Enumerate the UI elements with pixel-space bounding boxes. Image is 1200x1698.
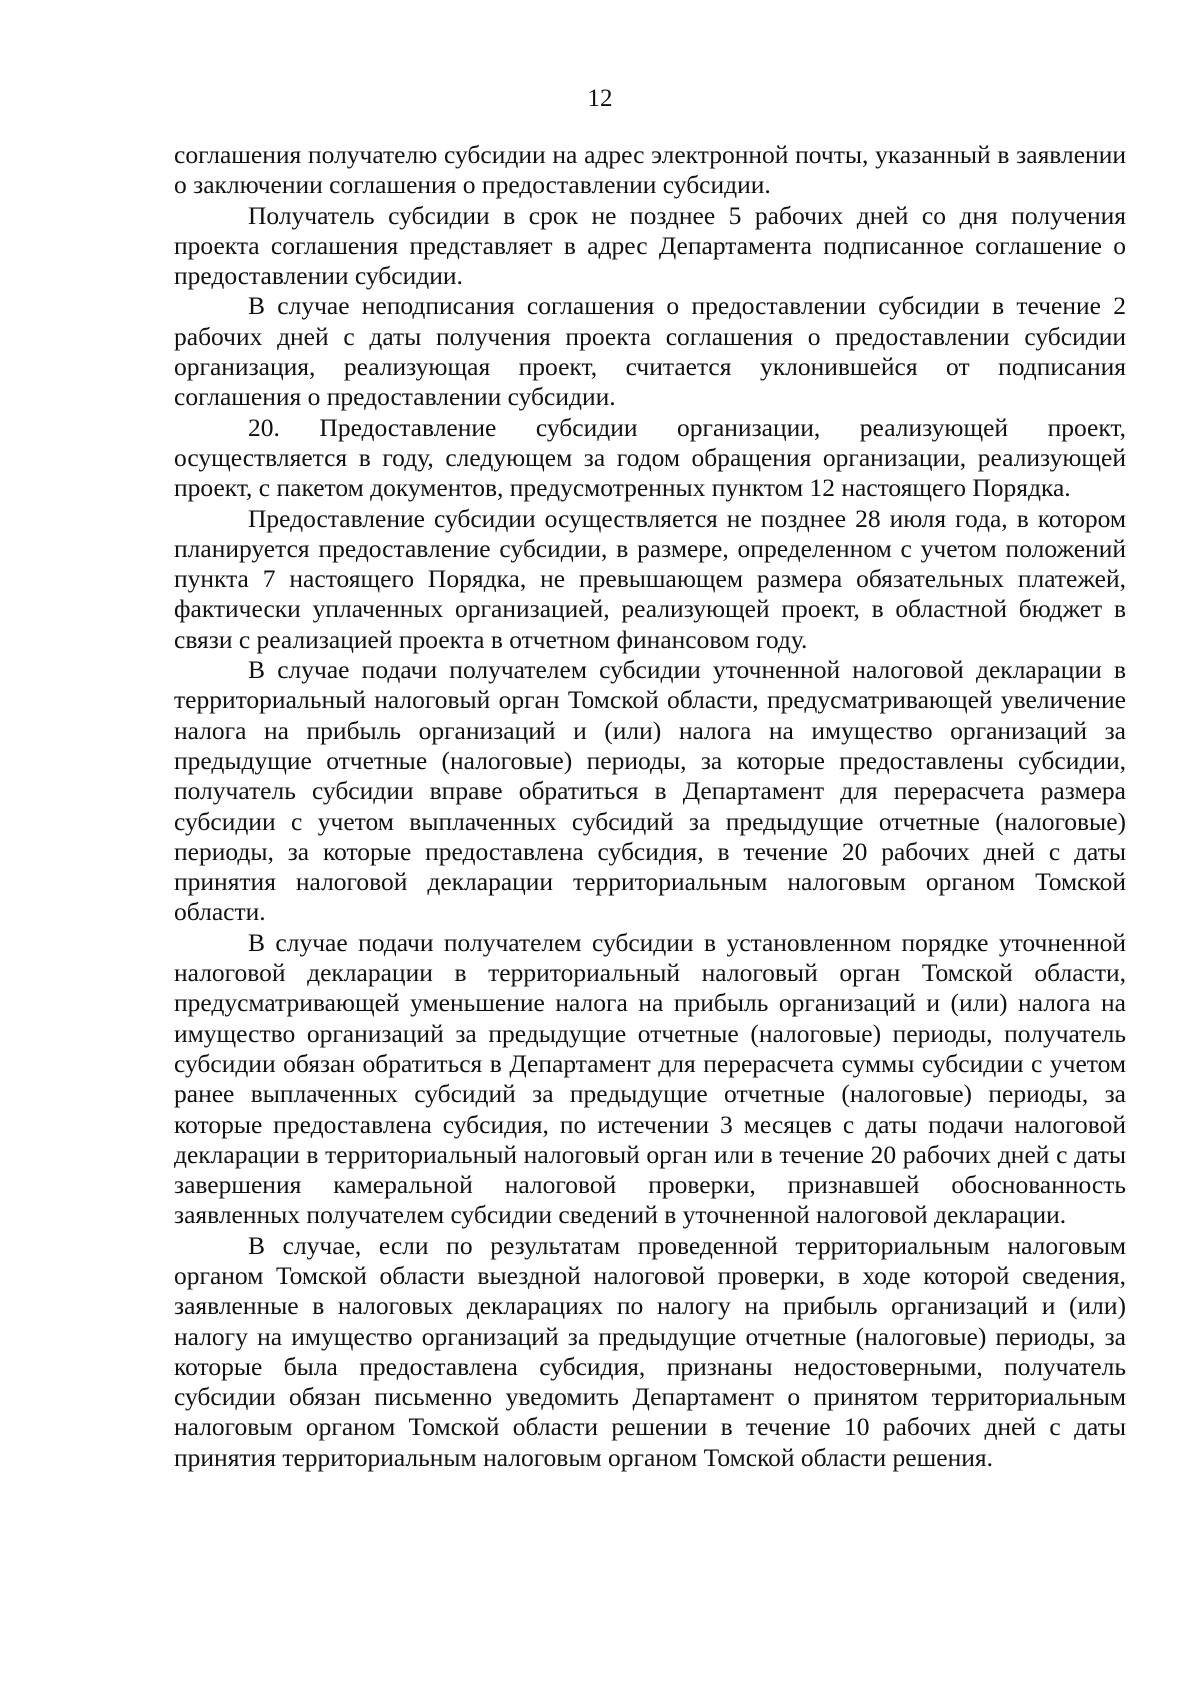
- paragraph-increase-recalculation: В случае подачи получателем субсидии уточненной налоговой декларации в территориальный налоговый орган Томской области, предусматривающей увеличение налога на прибыль организаций и (или) налога на имущество организаций за предыдущие отчетные (налоговые) периоды, за которые предоставлены субсидии, получатель субсидии вправе обратиться в Департамент для перерасчета размера субсидии с учетом выплаченных субсидий за предыдущие отчетные (налоговые) периоды, за которые предоставлена субсидия, в течение 20 рабочих дней с даты принятия налоговой декларации территориальным налоговым органом Томской области.: [174, 655, 1126, 927]
- document-body: [174, 140, 1126, 1473]
- paragraph-continuation: соглашения получателю субсидии на адрес электронной почты, указанный в заявлении о заключении соглашения о предоставлении субсидии.: [174, 140, 1126, 200]
- page-number: 12: [587, 85, 613, 112]
- paragraph-non-signing: В случае неподписания соглашения о предоставлении субсидии в течение 2 рабочих дней с даты получения проекта соглашения о предоставлении субсидии организация, реализующая проект, считается уклонившейся от подписания соглашения о предоставлении субсидии.: [174, 291, 1126, 412]
- paragraph-decrease-recalculation: В случае подачи получателем субсидии в установленном порядке уточненной налоговой декларации в территориальный налоговый орган Томской области, предусматривающей уменьшение налога на прибыль организаций и (или) налога на имущество организаций за предыдущие отчетные (налоговые) периоды, получатель субсидии обязан обратиться в Департамент для перерасчета суммы субсидии с учетом ранее выплаченных субсидий за предыдущие отчетные (налоговые) периоды, за которые предоставлена субсидия, по истечении 3 месяцев с даты подачи налоговой декларации в территориальный налоговый орган или в течение 20 рабочих дней с даты завершения камеральной налоговой проверки, признавшей обоснованность заявленных получателем субсидии сведений в уточненной налоговой декларации.: [174, 927, 1126, 1230]
- paragraph-field-audit: В случае, если по результатам проведенной территориальным налоговым органом Томской области выездной налоговой проверки, в ходе которой сведения, заявленные в налоговых декларациях по налогу на прибыль организаций и (или) налогу на имущество организаций за предыдущие отчетные (налоговые) периоды, за которые была предоставлена субсидия, признаны недостоверными, получатель субсидии обязан письменно уведомить Департамент о принятом территориальным налоговым органом Томской области решении в течение 10 рабочих дней с даты принятия территориальным налоговым органом Томской области решения.: [174, 1230, 1126, 1472]
- paragraph-subsidy-deadline: Предоставление субсидии осуществляется не позднее 28 июля года, в котором планируется предоставление субсидии, в размере, определенном с учетом положений пункта 7 настоящего Порядка, не превышающем размера обязательных платежей, фактически уплаченных организацией, реализующей проект, в областной бюджет в связи с реализацией проекта в отчетном финансовом году.: [174, 503, 1126, 654]
- paragraph-clause-20: 20. Предоставление субсидии организации, реализующей проект, осуществляется в году, следующем за годом обращения организации, реализующей проект, с пакетом документов, предусмотренных пунктом 12 настоящего Порядка.: [174, 412, 1126, 503]
- paragraph-signing-deadline: Получатель субсидии в срок не позднее 5 рабочих дней со дня получения проекта соглашения представляет в адрес Департамента подписанное соглашение о предоставлении субсидии.: [174, 200, 1126, 291]
